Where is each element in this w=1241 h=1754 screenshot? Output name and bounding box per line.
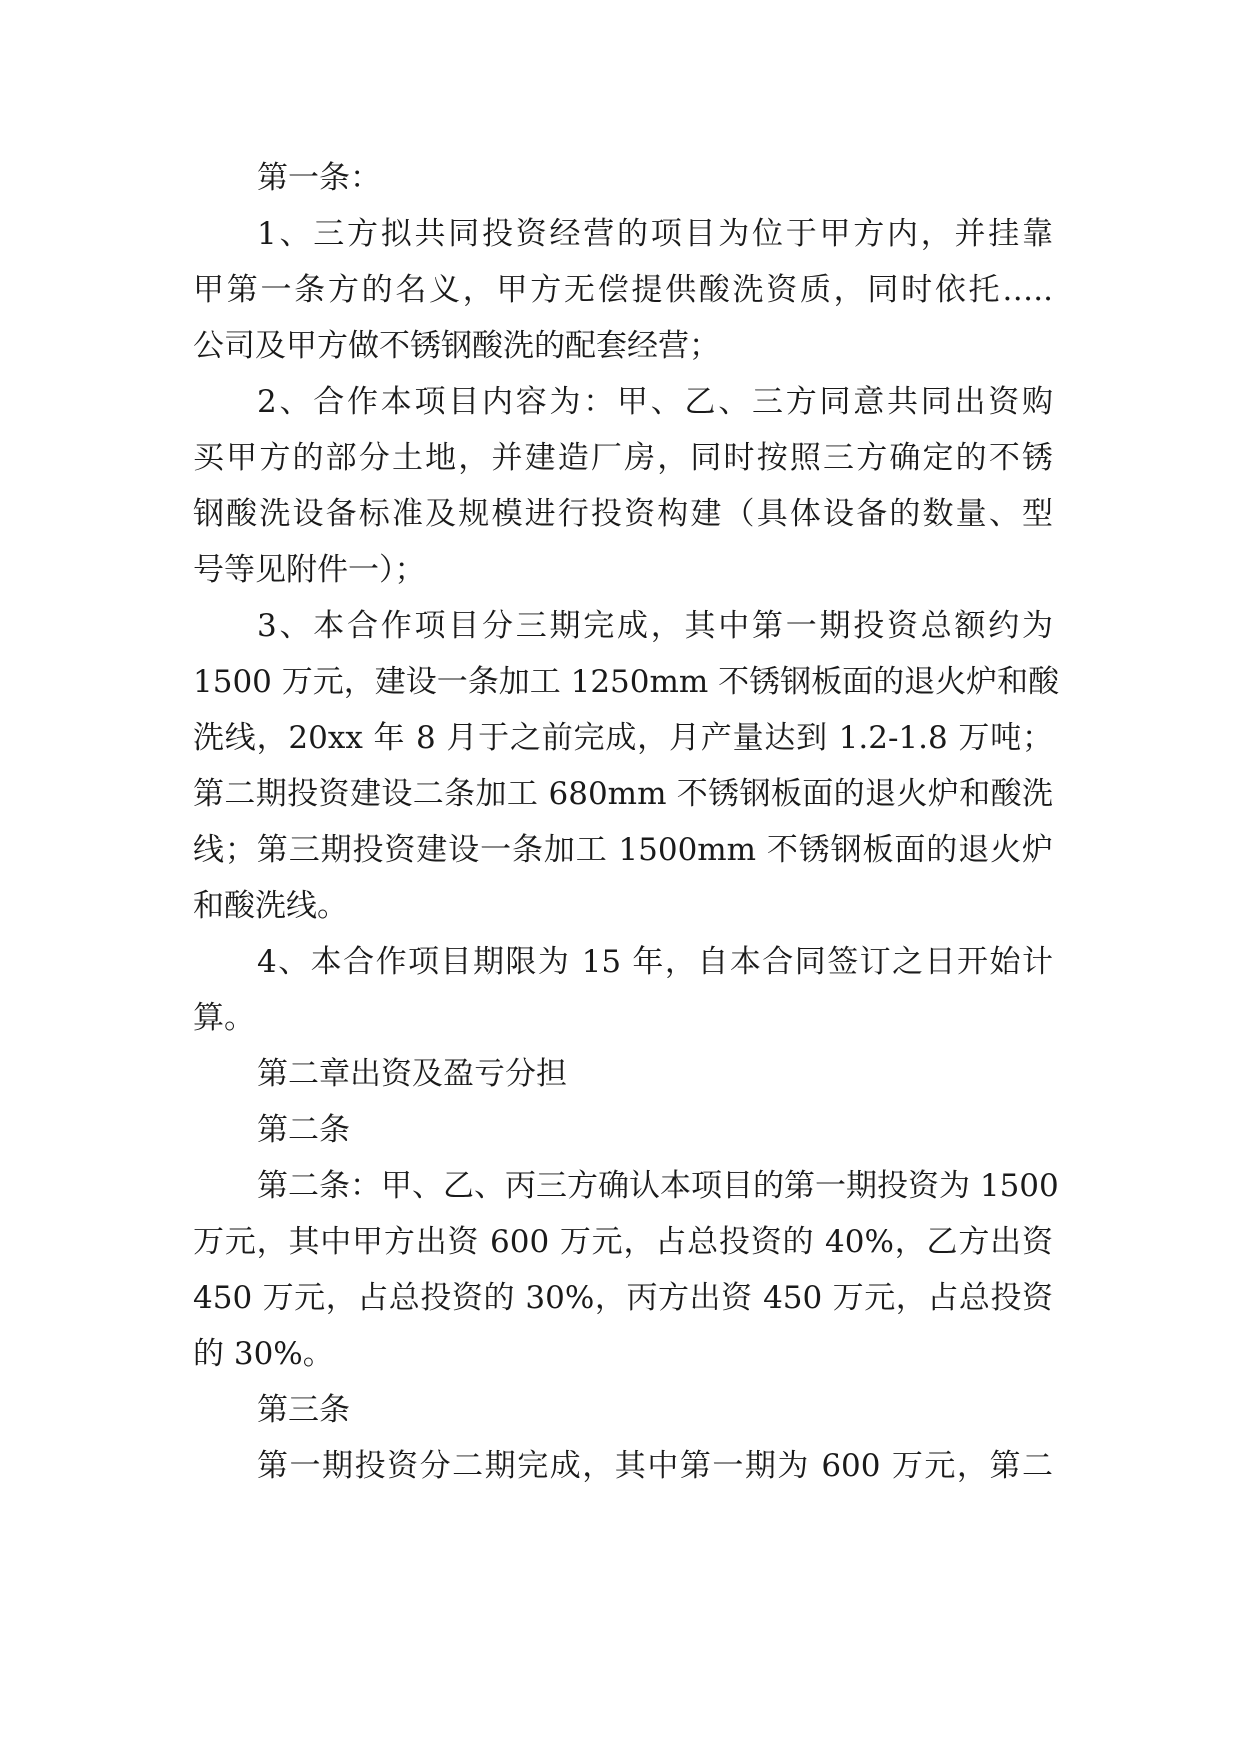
- paragraph-line: 钢酸洗设备标准及规模进行投资构建（具体设备的数量、型: [193, 496, 1053, 532]
- paragraph-line: 算。: [193, 1000, 255, 1036]
- paragraph-line: 公司及甲方做不锈钢酸洗的配套经营；: [193, 328, 720, 364]
- paragraph-line: 第二条：甲、乙、丙三方确认本项目的第一期投资为 1500: [257, 1168, 1059, 1204]
- paragraph-line: 2、合作本项目内容为：甲、乙、三方同意共同出资购: [257, 384, 1053, 420]
- article-1-heading: 第一条：: [257, 160, 381, 196]
- paragraph-line: 的 30%。: [193, 1336, 334, 1372]
- paragraph-line: 号等见附件一）；: [193, 552, 426, 588]
- paragraph-line: 第一期投资分二期完成，其中第一期为 600 万元，第二: [257, 1448, 1053, 1484]
- paragraph-line: 4、本合作项目期限为 15 年，自本合同签订之日开始计: [257, 944, 1053, 980]
- paragraph-line: 买甲方的部分土地，并建造厂房，同时按照三方确定的不锈: [193, 440, 1053, 476]
- paragraph-line: 万元，其中甲方出资 600 万元，占总投资的 40%，乙方出资: [193, 1224, 1053, 1260]
- paragraph-line: 3、本合作项目分三期完成，其中第一期投资总额约为: [257, 608, 1053, 644]
- paragraph-line: 洗线，20xx 年 8 月于之前完成，月产量达到 1.2-1.8 万吨；: [193, 720, 1053, 756]
- paragraph-line: 线；第三期投资建设一条加工 1500mm 不锈钢板面的退火炉: [193, 832, 1053, 868]
- paragraph-line: 1、三方拟共同投资经营的项目为位于甲方内，并挂靠: [257, 216, 1053, 252]
- paragraph-line: 450 万元，占总投资的 30%，丙方出资 450 万元，占总投资: [193, 1280, 1053, 1316]
- paragraph-line: 和酸洗线。: [193, 888, 348, 924]
- paragraph-line: 第二期投资建设二条加工 680mm 不锈钢板面的退火炉和酸洗: [193, 776, 1053, 812]
- paragraph-line: 甲第一条方的名义，甲方无偿提供酸洗资质，同时依托…..: [193, 272, 1053, 308]
- article-2-heading: 第二条: [257, 1112, 350, 1148]
- article-3-heading: 第三条: [257, 1392, 350, 1428]
- paragraph-line: 1500 万元，建设一条加工 1250mm 不锈钢板面的退火炉和酸: [193, 664, 1060, 700]
- chapter-2-heading: 第二章出资及盈亏分担: [257, 1056, 567, 1092]
